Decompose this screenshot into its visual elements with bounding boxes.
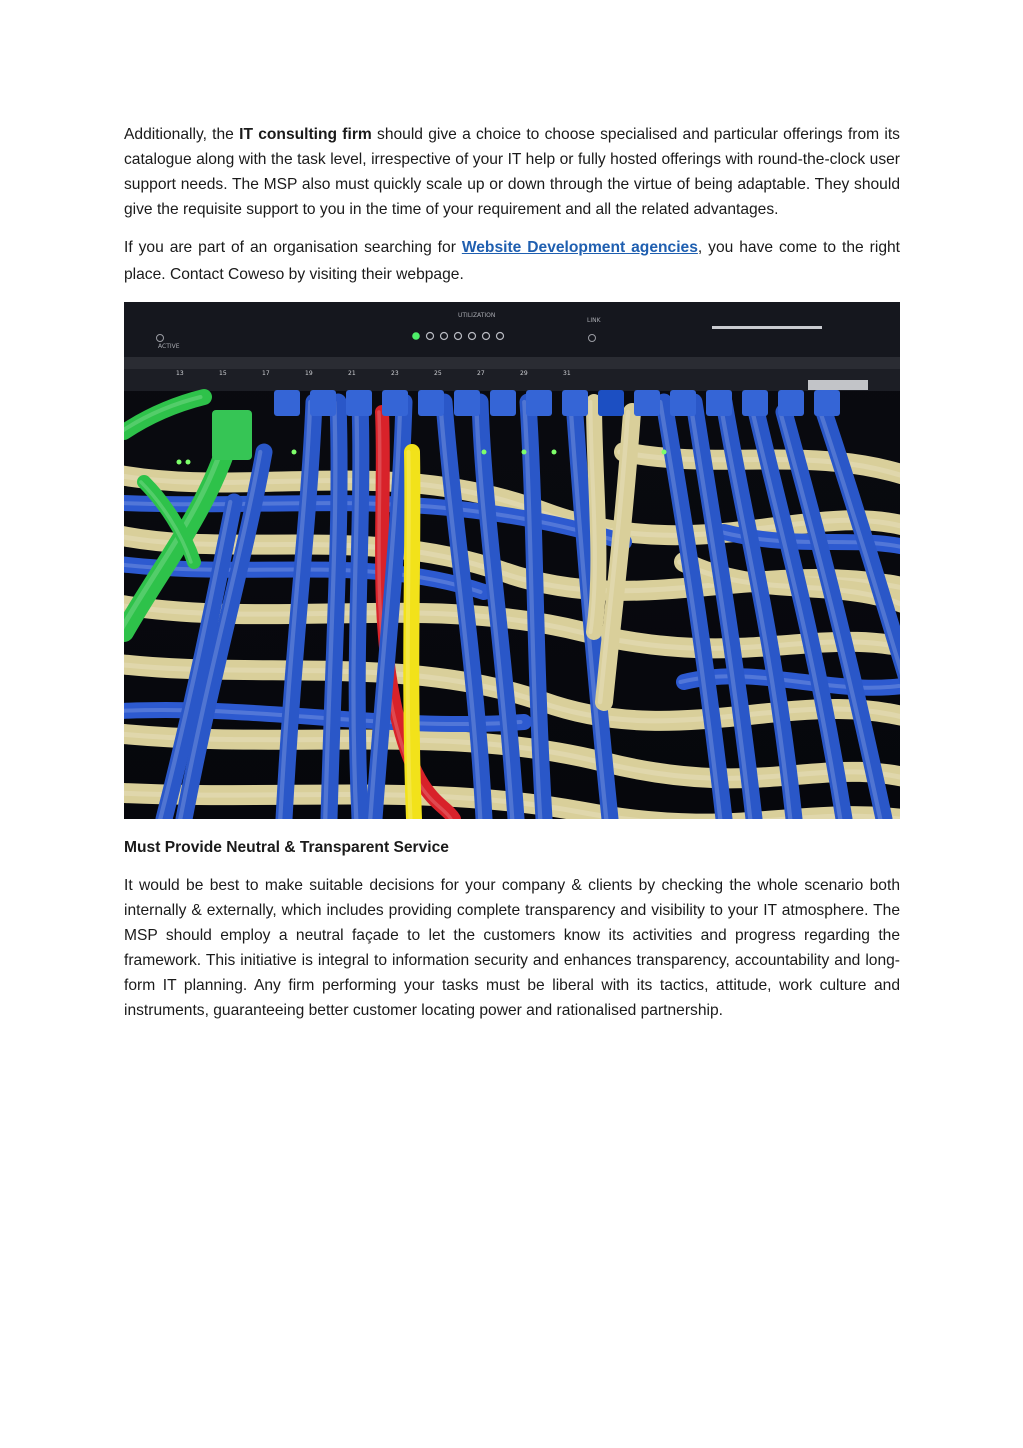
website-development-link[interactable]: Website Development agencies bbox=[461, 239, 698, 256]
status-led bbox=[292, 450, 297, 455]
port-number-label: 29 bbox=[520, 370, 528, 377]
rj45-connector bbox=[490, 390, 516, 416]
link-label: LINK bbox=[587, 317, 601, 324]
document-page bbox=[124, 122, 900, 1023]
rj45-connector bbox=[598, 390, 624, 416]
status-led bbox=[552, 450, 557, 455]
rj45-connector bbox=[670, 390, 696, 416]
status-led bbox=[522, 450, 527, 455]
rj45-connector bbox=[706, 390, 732, 416]
status-led bbox=[482, 450, 487, 455]
bold-term: IT consulting firm bbox=[239, 126, 372, 143]
rj45-connector bbox=[526, 390, 552, 416]
port-number-label: 13 bbox=[176, 370, 184, 377]
paragraph-text: If you are part of an organisation searching for bbox=[124, 239, 462, 256]
paragraph-text: , you have come to the right place. Contact Coweso by visiting their webpage. bbox=[124, 239, 900, 283]
utilization-label: UTILIZATION bbox=[458, 312, 496, 319]
rj45-connector bbox=[814, 390, 840, 416]
rj45-connector bbox=[742, 390, 768, 416]
port-number-label: 23 bbox=[391, 370, 399, 377]
active-label: ACTIVE bbox=[158, 343, 180, 350]
port-number-label: 27 bbox=[477, 370, 485, 377]
status-led bbox=[662, 450, 667, 455]
port-number-label: 15 bbox=[219, 370, 227, 377]
rj45-connector bbox=[310, 390, 336, 416]
rj45-connector bbox=[454, 390, 480, 416]
port-number-label: 19 bbox=[305, 370, 313, 377]
status-led bbox=[177, 460, 182, 465]
paragraph-transparency: It would be best to make suitable decisions for your company & clients by checking the whole scenario both internally & externally, which includes providing complete transparency and visibility to your IT atmosphere. The MSP should employ a neutral façade to let the customers know its activities and progress regarding the framework. This initiative is integral to information security and enhances transparency, accountability and long-form IT planning. Any firm performing your tasks must be liberal with its tactics, attitude, work culture and instruments, guaranteeing better customer locating power and rationalised partnership. bbox=[124, 877, 900, 1019]
rj45-connector bbox=[562, 390, 588, 416]
paragraph-agencies bbox=[124, 234, 900, 288]
port-number-label: 31 bbox=[563, 370, 571, 377]
port-number-label: 21 bbox=[348, 370, 356, 377]
port-number-label: 17 bbox=[262, 370, 270, 377]
yellow-cable bbox=[411, 452, 414, 819]
rj45-connector bbox=[274, 390, 300, 416]
paragraph-it-consulting bbox=[124, 122, 900, 222]
rj45-connector bbox=[634, 390, 660, 416]
network-cables-photo bbox=[124, 302, 900, 819]
port-number-label: 25 bbox=[434, 370, 442, 377]
paragraph-text: should give a choice to choose specialised and particular offerings from its catalogue along with the task level, irrespective of your IT help or fully hosted offerings with round-the-clock user support needs. The MSP also must quickly scale up or down through the virtue of being adaptable. They should give the requisite support to you in the time of your requirement and all the related advantages. bbox=[124, 126, 900, 218]
section-heading: Must Provide Neutral & Transparent Service bbox=[124, 839, 449, 856]
paragraph-text: Additionally, the bbox=[124, 126, 240, 143]
rj45-connector bbox=[346, 390, 372, 416]
green-connector bbox=[212, 410, 252, 460]
rj45-connector bbox=[418, 390, 444, 416]
status-led bbox=[186, 460, 191, 465]
rj45-connector bbox=[382, 390, 408, 416]
rj45-connector bbox=[778, 390, 804, 416]
switch-rack bbox=[124, 302, 900, 362]
